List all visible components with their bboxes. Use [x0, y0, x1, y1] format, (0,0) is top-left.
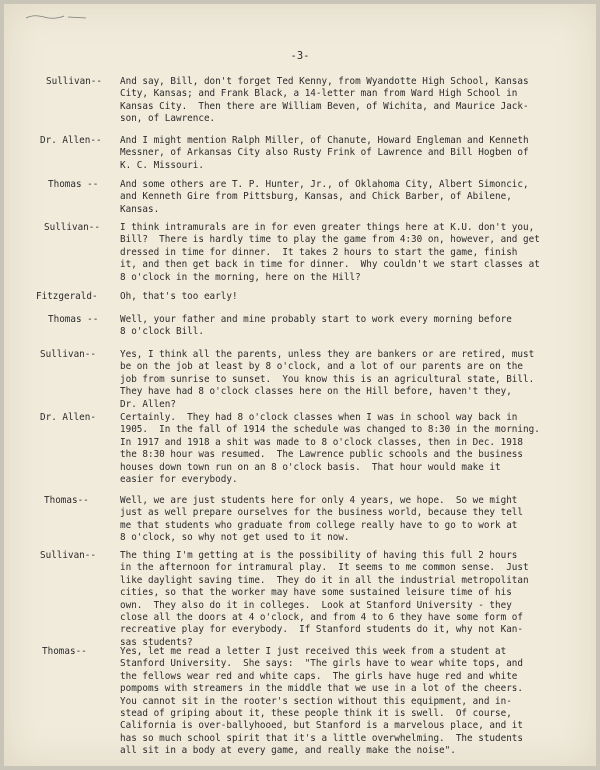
speech-line: Messner, of Arkansas City also Rusty Frink of Lawrence and Bill Hogben of	[120, 147, 529, 159]
speech-line: The thing I'm getting at is the possibility of having this full 2 hours	[120, 550, 518, 561]
speech-line: dressed in time for dinner. It takes 2 hours to start the game, finish	[120, 246, 518, 258]
speaker-name: Sullivan--	[44, 222, 100, 233]
speech-line: They have had 8 o'clock classes here on the Hill before, haven't they,	[120, 386, 512, 398]
speech-line: You cannot sit in the rooter's section without this equipment, and in-	[120, 695, 512, 707]
speech-line: Yes, let me read a letter I just received this week from a student at	[120, 646, 507, 657]
speaker-name: Sullivan--	[46, 76, 102, 87]
speech-text	[120, 495, 523, 545]
speech-line: sas students?	[120, 636, 193, 648]
speaker-name: Dr. Allen-	[40, 412, 96, 423]
speech-line: the fellows wear red and white caps. The girls have huge red and white	[120, 670, 518, 682]
speech-line: Dr. Allen?	[120, 398, 176, 410]
speech-line: me that students who graduate from college really have to go to work at	[120, 519, 518, 531]
speech-line: 1905. In the fall of 1914 the schedule was changed to 8:30 in the morning.	[120, 424, 540, 436]
speech-text	[120, 314, 512, 339]
speech-line: Well, we are just students here for only 4 years, we hope. So we might	[120, 495, 518, 506]
speech-line: I think intramurals are in for even greater things here at K.U. don't you,	[120, 222, 535, 233]
speech-line: Certainly. They had 8 o'clock classes when I was in school way back in	[120, 412, 518, 423]
speech-line: California is over-ballyhooed, but Stanford is a marvelous place, and it	[120, 720, 523, 732]
speech-line: K. C. Missouri.	[120, 159, 204, 171]
speech-line: all sit in a body at every game, and really make the noise".	[120, 745, 456, 757]
speech-line: just as well prepare ourselves for the business world, because they tell	[120, 507, 523, 519]
speech-line: cities, so that the worker may have some sustained leisure time of his	[120, 587, 512, 599]
speech-line: job from sunrise to sunset. You know this is an agricultural state, Bill.	[120, 373, 535, 385]
speech-line: son, of Lawrence.	[120, 113, 216, 125]
speech-text	[120, 550, 529, 649]
speech-line: and Kenneth Gire from Pittsburg, Kansas, and Chick Barber, of Abilene,	[120, 191, 512, 203]
speech-line: Stanford University. She says: "The girls have to wear white tops, and	[120, 658, 523, 670]
speech-line: pompoms with streamers in the middle that we use in a lot of the cheers.	[120, 683, 523, 695]
speech-line: And say, Bill, don't forget Ted Kenny, from Wyandotte High School, Kansas	[120, 76, 529, 87]
speaker-name: Sullivan--	[40, 349, 96, 360]
speech-text	[120, 646, 523, 758]
speech-text	[120, 412, 540, 486]
speaker-name: Dr. Allen--	[40, 135, 102, 146]
speech-line: 8 o'clock Bill.	[120, 326, 204, 338]
speech-line: Oh, that's too early!	[120, 291, 238, 302]
speech-line: Bill? There is hardly time to play the game from 4:30 on, however, and get	[120, 234, 540, 246]
speech-text	[120, 222, 540, 284]
speech-text	[120, 76, 529, 126]
speech-line: be on the job at least by 8 o'clock, and a lot of our parents are on the	[120, 361, 523, 373]
speaker-name: Thomas --	[48, 179, 99, 190]
speech-text	[120, 135, 529, 172]
speech-line: own. They also do it in colleges. Look at Stanford University - they	[120, 599, 512, 611]
pencil-scribble-mark	[24, 8, 104, 28]
speech-line: like daylight saving time. They do it in all the industrial metropolitan	[120, 574, 529, 586]
speech-line: Kansas.	[120, 203, 160, 215]
speaker-name: Thomas --	[48, 314, 99, 325]
speech-line: In 1917 and 1918 a shit was made to 8 o'clock classes, then in Dec. 1918	[120, 436, 523, 448]
speech-text	[120, 179, 529, 216]
speech-line: 8 o'clock, so why not get used to it now.	[120, 532, 350, 544]
speaker-name: Thomas--	[42, 646, 87, 657]
speech-line: And I might mention Ralph Miller, of Chanute, Howard Engleman and Kenneth	[120, 135, 529, 146]
speech-line: in the afternoon for intramural play. It seems to me common sense. Just	[120, 562, 529, 574]
speech-line: recreative play for everybody. If Stanford students do it, why not Kan-	[120, 624, 523, 636]
speech-line: Yes, I think all the parents, unless they are bankers or are retired, must	[120, 349, 535, 360]
speech-text	[120, 291, 238, 303]
page-number: -3-	[290, 50, 310, 62]
speech-line: stead of griping about it, these people think it is swell. Of course,	[120, 708, 512, 720]
speech-line: Well, your father and mine probably start to work every morning before	[120, 314, 512, 325]
speaker-name: Fitzgerald-	[36, 291, 98, 302]
speech-line: easier for everybody.	[120, 474, 238, 486]
speech-line: Kansas City. Then there are William Beven, of Wichita, and Maurice Jack-	[120, 100, 529, 112]
speech-line: it, and then get back in time for dinner. Why couldn't we start classes at	[120, 259, 540, 271]
speech-line: 8 o'clock in the morning, here on the Hill?	[120, 271, 361, 283]
speech-line: City, Kansas; and Frank Black, a 14-letter man from Ward High School in	[120, 88, 518, 100]
speech-line: the 8:30 hour was resumed. The Lawrence public schools and the business	[120, 449, 523, 461]
speech-line: close all the doors at 4 o'clock, and from 4 to 6 they have some form of	[120, 612, 523, 624]
speech-text	[120, 349, 534, 411]
speech-line: houses down town run on an 8 o'clock basis. That hour would make it	[120, 461, 501, 473]
document-page	[4, 4, 596, 766]
speech-line: And some others are T. P. Hunter, Jr., of Oklahoma City, Albert Simoncic,	[120, 179, 529, 190]
speaker-name: Sullivan--	[40, 550, 96, 561]
speaker-name: Thomas--	[44, 495, 89, 506]
speech-line: has so much school spirit that it's a little overwhelming. The students	[120, 732, 523, 744]
